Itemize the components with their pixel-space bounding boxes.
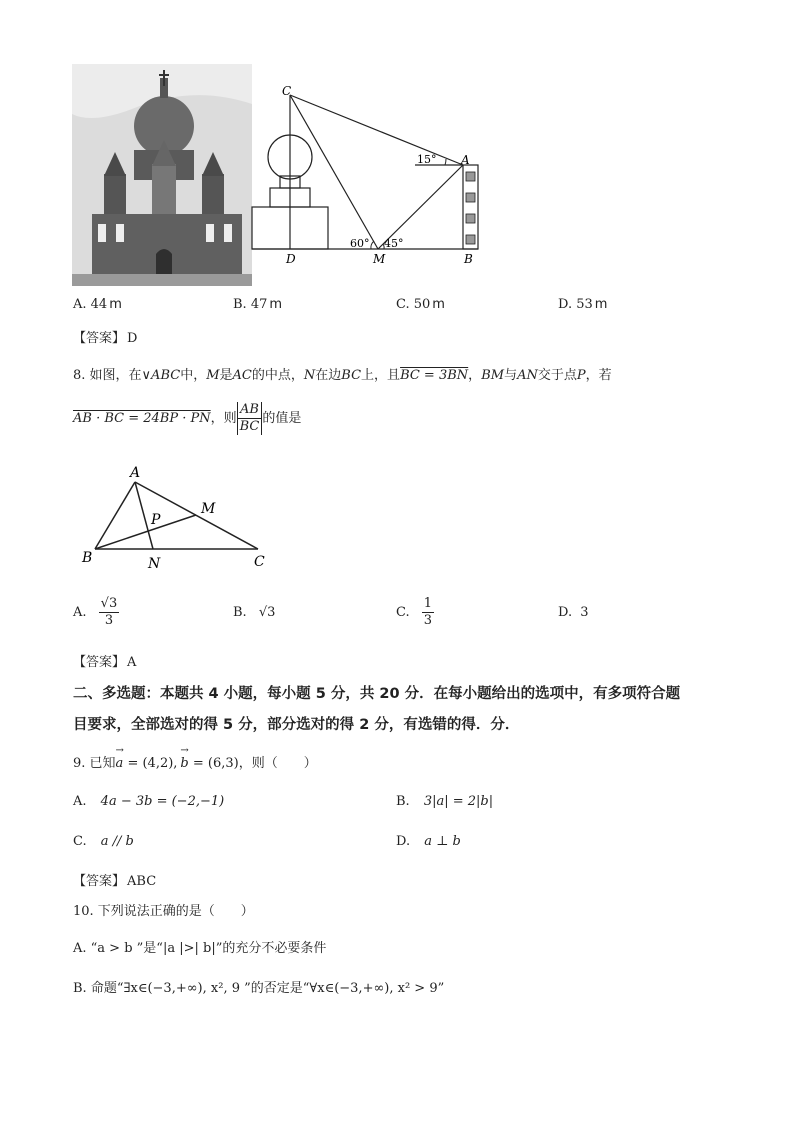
q8-triangle-diagram [78,460,273,575]
q9-vector-b: → b [180,756,188,771]
point-m-label: M [373,252,386,266]
q8-prefix: 8. 如图，在 [73,368,142,383]
q8-stem-line2 [73,402,301,435]
q8-text-5: 上，且 [361,368,401,383]
point-d-label: D [286,252,296,266]
q7-option-b-text: B. 47 [233,297,268,312]
q10-option-b: B. 命题“∃x∈(−3,+∞), x², 9 ”的否定是“∀x∈(−3,+∞), x² > 9” [73,981,445,996]
q8-text-10: ，则 [210,411,237,426]
q8-option-c-fraction [422,596,434,629]
q7-option-a-text: A. 44 [73,297,108,312]
q7-option-d-text: D. 53 [558,297,593,312]
q8-label-a: A [130,465,141,481]
q7-option-a [73,297,122,312]
q8-answer-value: A [127,655,137,670]
q8-option-d-value: 3 [580,605,589,620]
point-c-label: C [282,84,292,98]
q8-option-d-label: D. [558,605,573,620]
q8-vector-eq2: AB · BC = 24BP · PN [73,411,211,426]
cathedral-illustration [72,64,252,286]
q9-tail: ，则（ ） [238,756,317,771]
section2-heading-line1: 二、多选题：本题共 4 小题，每小题 5 分，共 20 分．在每小题给出的选项中，有多项符合题 [73,686,681,702]
q8-triangle: ∨ABC [141,368,181,383]
q8-point-n: N [303,368,316,383]
q9-option-a-label: A. [73,794,87,809]
q8-ratio-num: AB [237,402,263,419]
q9-option-c-text: a // b [100,834,134,849]
q9-option-d [396,834,461,849]
q8-ratio-den: BC [237,419,263,435]
q8-option-a-num: √3 [100,596,118,611]
q9-prefix: 9. 已知 [73,756,116,771]
point-a-label: A [461,153,470,167]
q7-unit-a: m [109,297,122,312]
q8-label-c: C [254,554,265,570]
q8-option-c-den: 3 [423,613,433,628]
q7-option-b [233,297,282,312]
q10-stem: 10. 下列说法正确的是（ ） [73,904,254,919]
q7-unit-b: m [269,297,283,312]
q8-seg-ac: AC [232,368,252,383]
q9-option-c-label: C. [73,834,87,849]
q8-seg-an: AN [517,368,538,383]
q8-point-p: P [576,368,586,383]
q7-unit-d: m [594,297,608,312]
q8-answer [73,651,136,670]
q9-option-d-label: D. [396,834,411,849]
q8-seg-bc: BC [341,368,362,383]
q8-label-b: B [82,550,93,566]
q8-vector-eq1: BC = 3BN [400,368,469,383]
q9-option-a-text: 4a − 3b = (−2,−1) [100,794,225,809]
angle-45-label: 45° [384,237,404,250]
q8-text-2: 是 [219,368,233,383]
q8-option-b-label: B. [233,605,247,620]
q9-vector-a: → a [116,756,124,771]
q8-option-a [73,596,119,629]
q8-option-c-num: 1 [423,596,433,611]
q8-text-3: 的中点， [251,368,304,383]
q9-option-c [73,834,134,849]
q8-stem-line1 [73,364,612,383]
q9-option-b [396,794,493,809]
q8-seg-bm: BM [481,368,505,383]
q8-answer-tag: 【答案】 [73,655,126,670]
q8-text-8: 交于点 [537,368,577,383]
q8-label-p: P [151,512,161,528]
q8-point-m: M [206,368,220,383]
q10-option-a: A. “a > b ”是“|a |>| b|”的充分不必要条件 [73,941,327,956]
q8-option-c [396,596,434,629]
q8-option-a-den: 3 [104,613,114,628]
q7-answer-value: D [127,331,138,346]
q9-eq-b: = (6,3) [188,756,239,771]
q9-answer-value: ABC [127,874,157,889]
angle-60-label: 60° [350,237,370,250]
q8-option-a-label: A. [73,605,87,620]
q9-stem [73,752,317,771]
q8-option-a-fraction [99,596,120,629]
q8-option-b [233,605,275,620]
q8-option-d [558,605,589,620]
q9-option-a [73,794,224,809]
q8-text-7: 与 [504,368,518,383]
q9-option-d-text: a ⊥ b [424,834,461,849]
q7-unit-c: m [432,297,445,312]
section2-heading-line2: 目要求，全部选对的得 5 分，部分选对的得 2 分，有选错的得．分． [73,717,520,733]
q8-option-c-label: C. [396,605,410,620]
q7-answer-tag: 【答案】 [73,331,126,346]
q8-option-b-value: √3 [258,605,276,620]
q8-text-4: 在边 [315,368,342,383]
point-b-label: B [464,252,473,266]
cathedral-photo [72,64,252,286]
q9-answer [73,870,156,889]
q8-ratio-fraction [237,402,263,435]
q9-option-b-text: 3|a| = 2|b| [423,794,494,809]
q7-option-d [558,297,607,312]
angle-15-label: 15° [417,153,437,166]
q8-text-1: 中， [180,368,207,383]
q9-answer-tag: 【答案】 [73,874,126,889]
q7-answer [73,327,137,346]
q7-option-c [396,297,445,312]
q8-label-m: M [201,501,216,517]
q8-text-tail: 的值是 [262,411,302,426]
q8-label-n: N [148,556,161,572]
q7-diagram [250,80,495,270]
q8-text-9: ，若 [585,368,612,383]
q8-text-6: ， [468,368,482,383]
q9-option-b-label: B. [396,794,410,809]
q7-option-c-text: C. 50 [396,297,431,312]
q9-eq-a: = (4,2), [123,756,178,771]
